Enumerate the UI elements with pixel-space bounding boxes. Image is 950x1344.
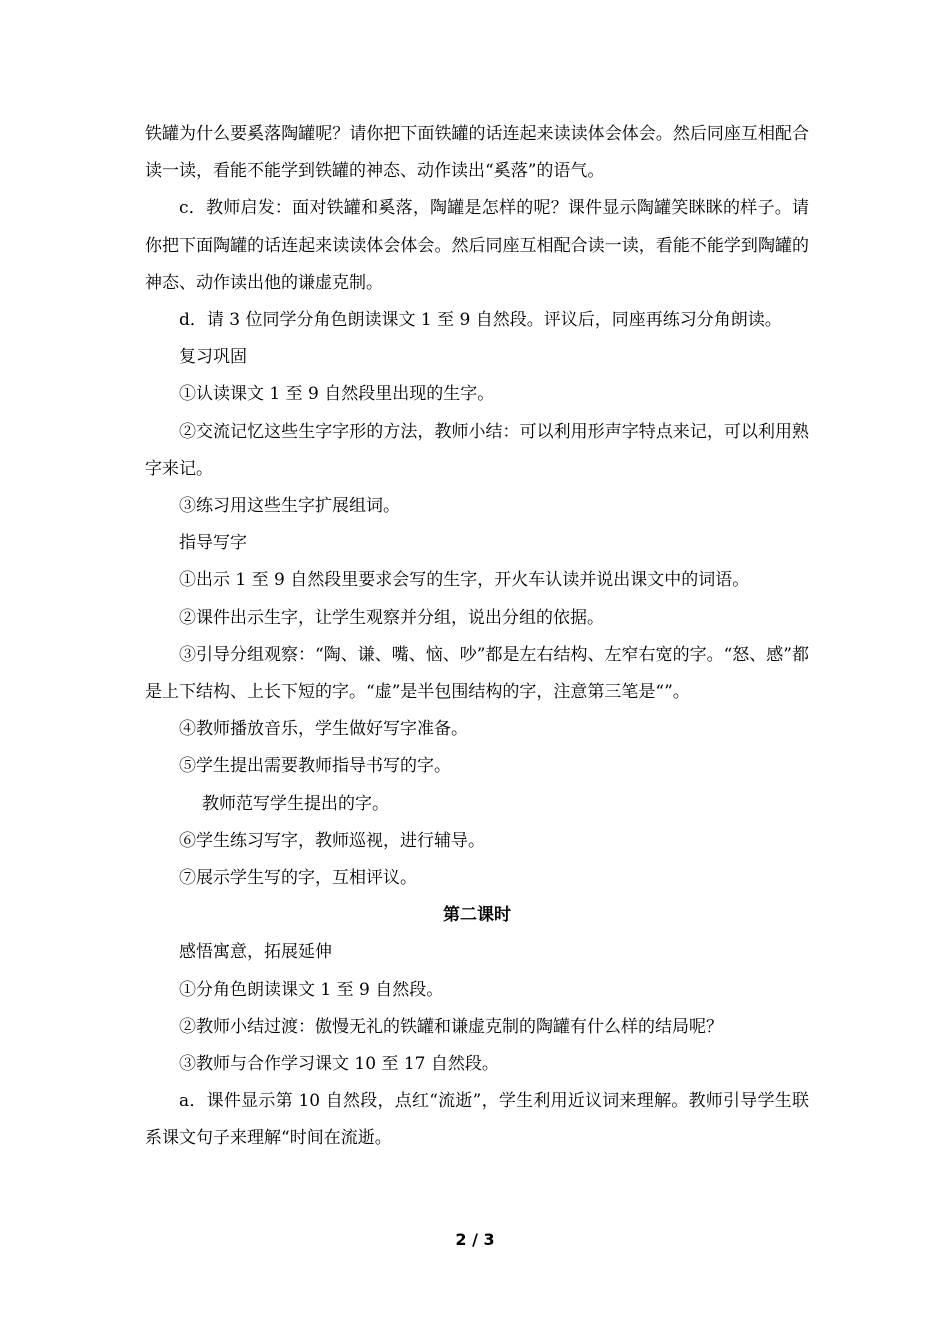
list-item: ③引导分组观察：“陶、谦、嘴、恼、吵”都是左右结构、左窄右宽的字。“怒、感”都是上下结构、上长下短的字。“虚”是半包围结构的字，注意第三笔是“”。: [145, 644, 809, 703]
list-item: ④教师播放音乐，学生做好写字准备。: [179, 719, 468, 740]
page-number: 2 / 3: [455, 1230, 495, 1249]
document-body: [145, 116, 809, 1158]
list-item: ①分角色朗读课文 1 至 9 自然段。: [179, 979, 444, 1000]
list-item: 教师范写学生提出的字。: [202, 793, 389, 814]
paragraph-step-c: c．教师启发：面对铁罐和奚落，陶罐是怎样的呢？课件显示陶罐笑眯眯的样子。请你把下面陶罐的话连起来读读体会体会。然后同座互相配合读一读，看能不能学到陶罐的神态、动作读出他的谦虚克制。: [145, 198, 809, 293]
paragraph-step-d: d．请 3 位同学分角色朗读课文 1 至 9 自然段。评议后，同座再练习分角朗读。: [179, 310, 782, 331]
paragraph-step-a: a．课件显示第 10 自然段，点红“流逝”，学生利用近议词来理解。教师引导学生联系课文句子来理解“时间在流逝。: [145, 1091, 809, 1149]
subheading-review: 复习巩固: [179, 347, 247, 368]
list-item: ②课件出示生字，让学生观察并分组，说出分组的依据。: [179, 607, 604, 628]
list-item: ②交流记忆这些生字字形的方法，教师小结：可以利用形声字特点来记，可以利用熟字来记。: [145, 421, 809, 479]
list-item: ⑦展示学生写的字，互相评议。: [179, 868, 417, 889]
list-item: ③练习用这些生字扩展组词。: [179, 496, 400, 517]
list-item: ⑥学生练习写字，教师巡视，进行辅导。: [179, 830, 485, 851]
subheading-writing-guidance: 指导写字: [179, 533, 247, 554]
section-heading: 第二课时: [443, 905, 511, 926]
paragraph-continuation: 铁罐为什么要奚落陶罐呢？请你把下面铁罐的话连起来读读体会体会。然后同座互相配合读一读，看能不能学到铁罐的神态、动作读出“奚落”的语气。: [145, 124, 809, 182]
list-item: ⑤学生提出需要教师指导书写的字。: [179, 756, 451, 777]
list-item: ①认读课文 1 至 9 自然段里出现的生字。: [179, 384, 495, 405]
list-item: ①出示 1 至 9 自然段里要求会写的生字，开火车认读并说出课文中的词语。: [179, 570, 750, 591]
subheading-insight: 感悟寓意，拓展延伸: [179, 942, 332, 963]
list-item: ③教师与合作学习课文 10 至 17 自然段。: [179, 1054, 499, 1075]
list-item: ②教师小结过渡：傲慢无礼的铁罐和谦虚克制的陶罐有什么样的结局呢？: [179, 1016, 723, 1037]
